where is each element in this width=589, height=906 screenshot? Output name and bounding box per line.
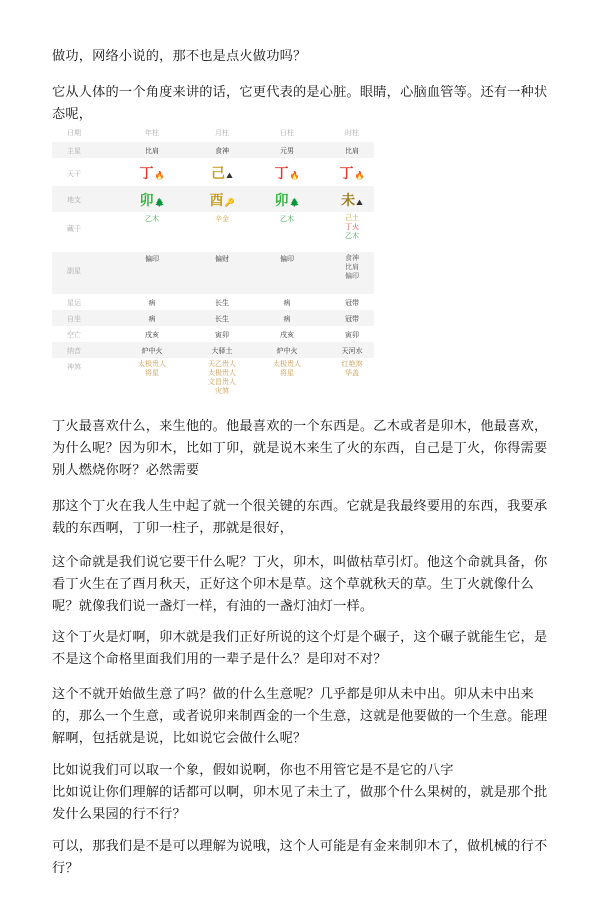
para-5: 这个命就是我们说它要干什么呢？丁火，卯木，叫做枯草引灯。他这个命就具备，你看丁火生在了酉月秋天，正好这个卯木是草。这个草就秋天的草。生丁火就像什么呢？就像我们说一盏灯一样，有油的一盏灯油灯一样。 [52, 555, 548, 614]
wood-icon: 🌲 [289, 198, 300, 207]
fuxing-year: 偏印 [145, 255, 159, 263]
canggan-hour-1: 己土 [345, 214, 359, 222]
zizuo-year: 病 [148, 315, 156, 323]
kongwang-day: 戌亥 [280, 331, 294, 339]
earth-icon: ⛰ [226, 171, 233, 180]
shensha-month-2: 太极贵人 [208, 369, 236, 377]
fuxing-hour-3: 偏印 [345, 272, 359, 280]
xingyun-month: 长生 [215, 299, 229, 307]
canggan-hour-3: 乙木 [345, 232, 359, 240]
shensha-day-2: 将星 [280, 369, 294, 377]
dizhi-day [257, 190, 317, 210]
row-kongwang [52, 326, 374, 342]
para-8: 比如说我们可以取一个象，假如说啊，你也不用管它是不是它的八字 比如说让你们理解的话都可以啊，卯木见了未土了，做那个什么果树的，就是那个批发什么果园的行不行？ [52, 763, 548, 822]
tiangan-year [122, 163, 182, 183]
nayin-year: 炉中火 [141, 347, 163, 355]
label-dizhi: 地支 [67, 196, 81, 204]
para-7: 这个不就开始做生意了吗？做的什么生意呢？几乎都是卯从未中出。卯从未中出来的，那么一个生意，或者说卯来制酉金的一个生意，这就是他要做的一个生意。能理解啊，包括就是说，比如说它会做什么呢？ [52, 687, 548, 746]
label-shensha: 神煞 [67, 363, 81, 371]
para-6: 这个丁火是灯啊，卯木就是我们正好所说的这个灯是个碾子，这个碾子就能生它，是不是这个命格里面我们用的一辈子是什么？是印对不对？ [52, 630, 548, 667]
dizhi-year-char: 卯 [139, 193, 154, 209]
kongwang-hour: 寅卯 [345, 331, 359, 339]
shensha-hour-2: 华盖 [345, 369, 359, 377]
tiangan-year-char: 丁 [139, 166, 154, 182]
row-dizhi [52, 186, 374, 212]
shensha-year-2: 将星 [145, 369, 159, 377]
dizhi-year [122, 190, 182, 210]
header-date: 日期 [67, 129, 81, 137]
canggan-year: 乙木 [145, 215, 159, 223]
tiangan-hour-char: 丁 [339, 166, 354, 182]
shensha-month-4: 灾煞 [215, 387, 229, 395]
tiangan-day-char: 丁 [274, 166, 289, 182]
para-9: 可以，那我们是不是可以理解为说哦，这个人可能是有金来制卯木了，做机械的行不行？ [52, 839, 548, 876]
earth-icon: ⛰ [356, 198, 363, 207]
canggan-hour [322, 214, 382, 241]
fuxing-hour [322, 254, 382, 281]
nayin-hour: 天河水 [341, 347, 363, 355]
row-xingyun [52, 294, 374, 310]
shensha-month-1: 天乙贵人 [208, 360, 236, 368]
dizhi-month-char: 酉 [209, 193, 224, 209]
dizhi-hour [322, 190, 382, 210]
nayin-month: 大驿土 [211, 347, 233, 355]
zhuxing-month: 食神 [215, 147, 229, 155]
para-3: 丁火最喜欢什么，来生他的。他最喜欢的一个东西是。乙木或者是卯木，他最喜欢，为什么呢？因为卯木，比如丁卯，就是说木来生了火的东西，自己是丁火，你得需要别人燃烧你呀？必然需要 [52, 419, 548, 478]
tiangan-day [257, 163, 317, 183]
kongwang-year: 戌亥 [145, 331, 159, 339]
fire-icon: 🔥 [154, 171, 165, 180]
shensha-year [122, 360, 182, 378]
header-month: 月柱 [215, 129, 229, 137]
header-hour: 时柱 [345, 129, 359, 137]
row-fuxing [52, 252, 374, 294]
tiangan-month-char: 己 [211, 166, 226, 182]
xingyun-hour: 冠带 [345, 299, 359, 307]
row-nayin [52, 342, 374, 358]
zizuo-day: 病 [283, 315, 291, 323]
para-2: 它从人体的一个角度来讲的话，它更代表的是心脏。眼睛，心脑血管等。还有一种状态呢， [52, 85, 548, 122]
dizhi-hour-char: 未 [341, 193, 356, 209]
row-canggan [52, 212, 374, 252]
bazi-chart [52, 124, 374, 402]
canggan-hour-2: 丁火 [345, 223, 359, 231]
nayin-day: 炉中火 [276, 347, 298, 355]
label-zhuxing: 主星 [67, 147, 81, 155]
label-kongwang: 空亡 [67, 331, 81, 339]
fuxing-hour-2: 比肩 [345, 263, 359, 271]
fire-icon: 🔥 [289, 171, 300, 180]
metal-icon: 🔑 [224, 198, 235, 207]
canggan-month: 辛金 [215, 215, 229, 223]
shensha-hour-1: 红艳煞 [341, 360, 363, 368]
row-zhuxing [52, 142, 374, 158]
para-1: 做功，网络小说的，那不也是点火做功吗？ [52, 49, 307, 64]
row-tiangan [52, 160, 374, 186]
para-4: 那这个丁火在我人生中起了就一个很关键的东西。它就是我最终要用的东西，我要承载的东西啊，丁卯一柱子，那就是很好， [52, 499, 548, 536]
dizhi-month [192, 190, 252, 210]
chart-header-row [52, 124, 374, 140]
fuxing-hour-1: 食神 [345, 254, 359, 262]
wood-icon: 🌲 [154, 198, 165, 207]
shensha-month [192, 360, 252, 396]
shensha-day [257, 360, 317, 378]
shensha-day-1: 太极贵人 [273, 360, 301, 368]
label-xingyun: 星运 [67, 299, 81, 307]
label-zizuo: 自坐 [67, 315, 81, 323]
zizuo-hour: 冠带 [345, 315, 359, 323]
dizhi-day-char: 卯 [274, 193, 289, 209]
shensha-month-3: 文昌贵人 [208, 378, 236, 386]
fuxing-day: 偏印 [280, 255, 294, 263]
header-day: 日柱 [280, 129, 294, 137]
tiangan-month [192, 163, 252, 183]
zhuxing-hour: 比肩 [345, 147, 359, 155]
label-tiangan: 天干 [67, 170, 81, 178]
label-fuxing: 副星 [67, 267, 81, 275]
xingyun-day: 病 [283, 299, 291, 307]
fuxing-month: 偏财 [215, 255, 229, 263]
label-nayin: 纳音 [67, 347, 81, 355]
xingyun-year: 病 [148, 299, 156, 307]
shensha-hour [322, 360, 382, 378]
shensha-year-1: 太极贵人 [138, 360, 166, 368]
fire-icon: 🔥 [354, 171, 365, 180]
header-year: 年柱 [145, 129, 159, 137]
row-shensha [52, 358, 374, 402]
tiangan-hour [322, 163, 382, 183]
kongwang-month: 寅卯 [215, 331, 229, 339]
zhuxing-year: 比肩 [145, 147, 159, 155]
label-canggan: 藏干 [67, 225, 81, 233]
zizuo-month: 长生 [215, 315, 229, 323]
row-zizuo [52, 310, 374, 326]
zhuxing-day: 元男 [280, 147, 294, 155]
canggan-day: 乙木 [280, 215, 294, 223]
